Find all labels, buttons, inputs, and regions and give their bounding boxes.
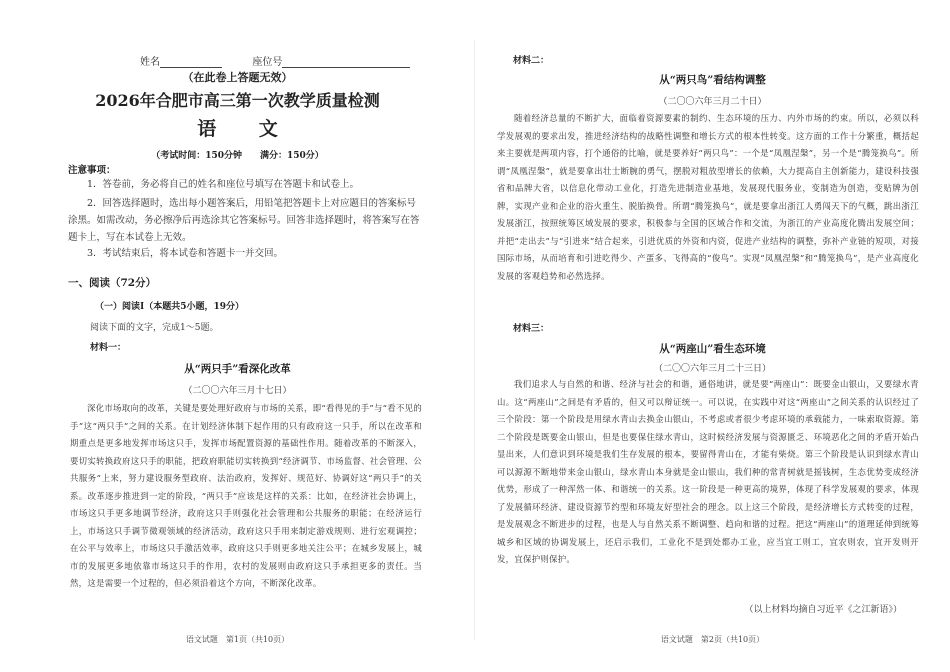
material-label: 材料一：: [90, 343, 127, 353]
material-label: 材料三：: [513, 324, 550, 334]
source-citation: （以上材料均摘自习近平《之江新语》）: [744, 605, 902, 615]
seat-label: 座位号: [252, 57, 283, 68]
article-title: 从“两只手”看深化改革: [184, 363, 291, 375]
article-date: （二〇〇六年三月二十三日）: [653, 364, 771, 374]
article-title: 从“两座山”看生态环境: [659, 343, 766, 355]
section-heading: 一、阅读（72分）: [68, 277, 157, 289]
subject-title: 语 文: [197, 118, 296, 140]
note-item: 3．考试结束后，将本试卷和答题卡一并交回。: [87, 248, 284, 259]
seat-blank: [282, 57, 410, 68]
right-page: [475, 0, 950, 672]
article-date: （二〇〇六年三月二十日）: [658, 97, 767, 107]
article-body: 我们追求人与自然的和谐、经济与社会的和谐，通俗地讲，就是要“两座山”：既要金山银山，又要绿水青山。这“两座山”之间是有矛盾的，但又可以辩证统一。可以说，在实践中对这“两座山”之间关系的认识经过了三个阶段：第一个阶段是用绿水青山去换金山银山，不考虑或者很少考虑环境的承载能力，一味索取资源。第二个阶段是既要金山银山，但是也要保住绿水青山，这时候经济发展与资源匮乏、环境恶化之间的矛盾开始凸显出来，人们意识到环境是我们生存发展的根本，要留得青山在，才能有柴烧。第三个阶段是认识到绿水青山可以源源不断地带来金山银山，绿水青山本身就是金山银山，我们种的常青树就是摇钱树，生态优势变成经济优势，形成了一种浑然一体、和谐统一的关系。这一阶段是一种更高的境界，体现了科学发展观的要求，体现了发展循环经济、建设资源节约型和环境友好型社会的理念。以上这三个阶段，是经济增长方式转变的过程，是发展观念不断进步的过程，也是人与自然关系不断调整、趋向和谐的过程。把这“两座山”的道理延伸到统筹城乡和区域的协调发展上，还启示我们，工业化不是到处都办工业，应当宜工则工，宜农则农，宜开发则开发，宜保护则保护。: [497, 379, 919, 564]
article-title: 从“两只鸟”看结构调整: [659, 74, 766, 86]
exam-info: （考试时间：150分钟 满分：150分）: [151, 151, 324, 161]
name-blank: [160, 57, 222, 68]
invalid-notice: （在此卷上答题无效）: [182, 71, 293, 84]
page-footer: 语文试题 第1页（共10页）: [185, 635, 290, 644]
material-label: 材料二：: [513, 56, 550, 66]
note-item: 2．回答选择题时，选出每小题答案后，用铅笔把答题卡上对应题目的答案标号涂黑。如需改动，务必擦净后再选涂其它答案标号。回答非选择题时，将答案写在答题卡上，写在本试卷上无效。: [68, 198, 420, 243]
subsection-heading: （一）阅读Ⅰ（本题共5小题，19分）: [95, 302, 244, 312]
exam-title: 2026年合肥市高三第一次教学质量检测: [95, 91, 380, 110]
name-label: 姓名: [140, 57, 160, 68]
notes-heading: 注意事项：: [68, 165, 116, 176]
article-body: 深化市场取向的改革，关键是要处理好政府与市场的关系，即“看得见的手”与“看不见的手”这“两只手”之间的关系。在计划经济体制下起作用的只有政府这一只手，所以在改革和期重点是更多地发挥市场这只手，发挥市场配置资源的基础性作用。随着改革的不断深入，要切实转换政府这只手的职能，把政府职能切实转换到“经济调节、市场监督、社会管理、公共服务”上来，努力建设服务型政府、法治政府，发挥好、规范好、协调好这“两只手”的关系。改革逐步推进到一定的阶段，“两只手”应该是这样的关系：比如，在经济社会协调上，市场这只手更多地调节经济，政府这只手则强化社会管理和公共服务的职能；在经济运行上，市场这只手调节微观领域的经济活动，政府这只手用来制定游戏规则、进行宏观调控；在公平与效率上，市场这只手激活效率，政府这只手则更多地关注公平；在城乡发展上，城市的发展更多地依靠市场这只手的作用，农村的发展则由政府这只手承担更多的责任。当然，这是需要一个过程的，但必须沿着这个方向，不断深化改革。: [70, 403, 422, 588]
instruction-text: 阅读下面的文字，完成1～5题。: [90, 323, 219, 333]
candidate-info-row: [140, 53, 410, 68]
page-footer: 语文试题 第2页（共10页）: [660, 635, 765, 644]
article-date: （二〇〇六年三月十七日）: [183, 386, 292, 396]
note-item: 1．答卷前，务必将自己的姓名和座位号填写在答题卡和试卷上。: [87, 179, 360, 190]
article-body: 随着经济总量的不断扩大，面临着资源要素的制约、生态环境的压力、内外市场的约束。所以，必须以科学发展观的要求出发，推进经济结构的战略性调整和增长方式的根本性转变。这方面的工作十分繁重，概括起来主要就是两项内容，打个通俗的比喻，就是要养好“两只鸟”：一个是“凤凰涅槃”，另一个是“腾笼换鸟”。所谓“凤凰涅槃”，就是要拿出壮士断腕的勇气，摆脱对粗放型增长的依赖，大力提高自主创新能力，建设科技强省和品牌大省，以信息化带动工业化，打造先进制造业基地，发展现代服务业，变制造为创造，变贴牌为创牌，实现产业和企业的浴火重生、脱胎换骨。所谓“腾笼换鸟”，就是要拿出浙江人勇闯天下的气概，跳出浙江发展浙江，按照统筹区域发展的要求，积极参与全国的区域合作和交流，为浙江的产业高度化腾出发展空间；并把“走出去”与“引进来”结合起来，引进优质的外资和内资，促进产业结构的调整，弥补产业链的短项，对接国际市场，从而培育和引进吃得少、产蛋多、飞得高的“俊鸟”。实现“凤凰涅槃”和“腾笼换鸟”，是产业高度化发展的客观趋势和必然选择。: [497, 113, 919, 281]
